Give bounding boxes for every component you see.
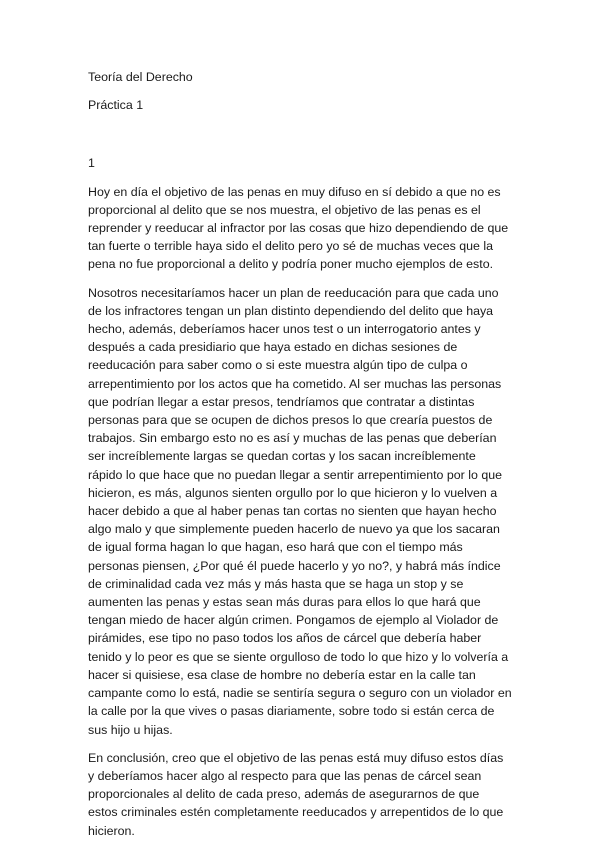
paragraph-2: Nosotros necesitaríamos hacer un plan de reeducación para que cada uno de los infractores tengan un plan distinto dependiendo del delito que haya hecho, además, deberíamos hacer unos test o un interrogatorio antes y después a cada presidiario que haya estado en dichas sesiones de reeducación para saber como o si este muestra algún tipo de culpa o arrepentimiento por los actos que ha cometido. Al ser muchas las personas que podrían llegar a estar presos, tendríamos que contratar a distintas personas para que se ocupen de dichos presos lo que crearía puestos de trabajos. Sin embargo esto no es así y muchas de las penas que deberían ser increíblemente largas se quedan cortas y los sacan increíblemente rápido lo que hace que no puedan llegar a sentir arrepentimiento por lo que hicieron, es más, algunos sienten orgullo por lo que hicieron y lo vuelven a hacer debido a que al haber penas tan cortas no sienten que hayan hecho algo malo y que simplemente pueden hacerlo de nuevo ya que los sacaran de igual forma hagan lo que hagan, eso hará que con el tiempo más personas piensen, ¿Por qué él puede hacerlo y yo no?, y habrá más índice de criminalidad cada vez más y más hasta que se haga un stop y se aumenten las penas y estas sean más duras para ellos lo que hará que tengan miedo de hacer algún crimen. Pongamos de ejemplo al Violador de pirámides, ese tipo no paso todos los años de cárcel que debería haber tenido y lo peor es que se siente orgulloso de todo lo que hizo y lo volvería a hacer si quisiese, esa clase de hombre no debería estar en la calle tan campante como lo está, nadie se sentiría segura o seguro con un violador en la calle por la que vives o pasas diariamente, sobre todo si están cerca de sus hijo u hijas. [88,285,512,737]
document-subtitle: Práctica 1 [88,98,144,113]
paragraph-3: En conclusión, creo que el objetivo de las penas está muy difuso estos días y deberíamos hacer algo al respecto para que las penas de cárcel sean proporcionales al delito de cada preso, además de asegurarnos de que estos criminales estén completamente reeducados y arrepentidos de lo que hicieron. [88,750,504,838]
section-number: 1 [88,156,95,171]
paragraph-1: Hoy en día el objetivo de las penas en muy difuso en sí debido a que no es proporcional al delito que se nos muestra, el objetivo de las penas es el reprender y reeducar al infractor por las cosas que hizo dependiendo de que tan fuerte o terrible haya sido el delito pero yo sé de muchas veces que la pena no fue proporcional a delito y podría poner mucho ejemplos de esto. [88,184,509,272]
document-title: Teoría del Derecho [88,70,193,84]
